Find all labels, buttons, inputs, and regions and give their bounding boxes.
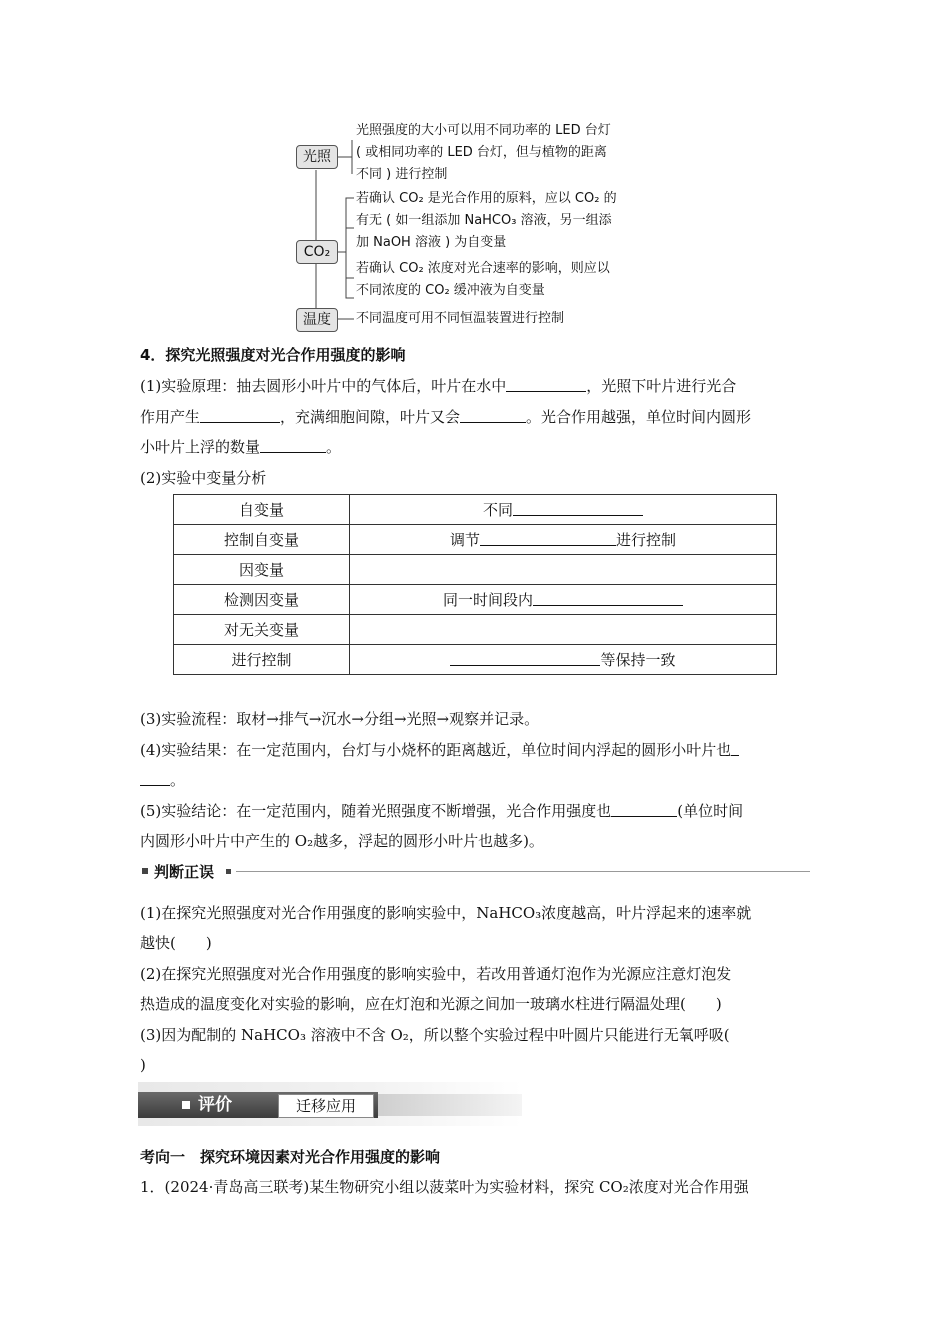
direction-heading: 考向一 探究环境因素对光合作用强度的影响 [140,1148,441,1166]
square-bullet-icon [226,869,231,874]
cell-text: 进行控制 [616,531,677,549]
answer-blank[interactable] [506,376,586,392]
variables-table [173,494,777,675]
principle-text-b: ，光照下叶片进行光合 [586,377,737,395]
table-row [174,555,777,585]
principle-text-d: ，充满细胞间隙，叶片又会 [280,408,461,426]
square-bullet-icon [182,1101,190,1109]
judge-q3-line-1: (3)因为配制的 NaHCO₃ 溶液中不含 O₂，所以整个实验过程中叶圆片只能进行无氧呼吸( [140,1026,730,1044]
banner-tab: 迁移应用 [278,1094,374,1118]
square-bullet-icon [142,868,148,874]
conclusion-text-b: (单位时间 [677,802,744,820]
co2-text-b-1: 若确认 CO₂ 浓度对光合速率的影响，则应以 [356,261,610,276]
cell-text: 同一时间段内 [442,591,533,609]
cell-text: 等保持一致 [600,651,676,669]
banner-strip [378,1094,522,1116]
result-text-a: (4)实验结果：在一定范围内，台灯与小烧杯的距离越近，单位时间内浮起的圆形小叶片也 [140,741,732,759]
table-row [174,615,777,645]
section-heading: 4．探究光照强度对光合作用强度的影响 [140,346,406,364]
answer-blank[interactable] [513,500,643,516]
variables-heading: (2)实验中变量分析 [140,469,267,487]
question-1-text: 1．(2024·青岛高三联考)某生物研究小组以菠菜叶为实验材料，探究 CO₂浓度对光合作用强 [140,1178,749,1196]
co2-text-a-1: 若确认 CO₂ 是光合作用的原料，应以 CO₂ 的 [356,191,617,206]
answer-blank[interactable] [450,650,600,666]
table-row [174,585,777,615]
result-text-b: 。 [170,771,186,789]
principle-text-f: 小叶片上浮的数量 [140,438,261,456]
table-cell[interactable] [350,615,777,645]
table-cell: 进行控制 [174,645,350,675]
banner-title: 评价 [198,1095,232,1115]
principle-text-a: (1)实验原理：抽去圆形小叶片中的气体后，叶片在水中 [140,377,507,395]
table-cell[interactable] [350,555,777,585]
co2-text-b-2: 不同浓度的 CO₂ 缓冲液为自变量 [356,283,545,298]
divider [236,871,810,872]
principle-line-1 [140,376,736,396]
table-cell: 检测因变量 [174,585,350,615]
judge-section-bar [140,860,810,884]
table-cell: 对无关变量 [174,615,350,645]
temperature-text: 不同温度可用不同恒温装置进行控制 [356,311,565,326]
judge-q2-line-1: (2)在探究光照强度对光合作用强度的影响实验中，若改用普通灯泡作为光源应注意灯泡发 [140,965,732,983]
table-row [174,645,777,675]
evaluation-banner [138,1082,522,1126]
table-cell [350,525,777,555]
answer-blank[interactable] [480,530,616,546]
table-cell: 自变量 [174,495,350,525]
table-cell: 因变量 [174,555,350,585]
node-temperature: 温度 [296,308,338,332]
node-co2: CO₂ [296,240,338,264]
light-text-2: ( 或相同功率的 LED 台灯，但与植物的距离 [356,145,607,160]
answer-blank[interactable] [200,407,280,423]
conclusion-line-2: 内圆形小叶片中产生的 O₂越多，浮起的圆形小叶片也越多)。 [140,832,544,850]
principle-text-c: 作用产生 [140,408,201,426]
principle-line-3 [140,437,341,457]
control-variables-diagram [296,118,696,338]
judge-q3-line-2: ) [140,1056,146,1074]
table-row [174,525,777,555]
judge-q2-line-2: 热造成的温度变化对实验的影响，应在灯泡和光源之间加一玻璃水柱进行隔温处理( ) [140,995,722,1013]
cell-text: 不同 [482,501,513,519]
principle-text-e: 。光合作用越强，单位时间内圆形 [526,408,752,426]
answer-blank[interactable] [140,770,170,786]
judge-q1-line-2: 越快( ) [140,934,212,952]
judge-q1-line-1: (1)在探究光照强度对光合作用强度的影响实验中，NaHCO₃浓度越高，叶片浮起来的速率就 [140,904,752,922]
answer-blank[interactable] [260,437,326,453]
principle-line-2 [140,407,751,427]
conclusion-line-1 [140,801,743,821]
cell-text: 调节 [449,531,480,549]
light-text-1: 光照强度的大小可以用不同功率的 LED 台灯 [356,123,611,138]
table-cell [350,645,777,675]
answer-blank[interactable] [460,407,526,423]
judge-title: 判断正误 [154,863,215,881]
answer-blank[interactable] [731,740,739,756]
light-text-3: 不同 ) 进行控制 [356,167,448,182]
table-cell: 控制自变量 [174,525,350,555]
answer-blank[interactable] [533,590,683,606]
result-line-2 [140,770,185,790]
table-cell [350,585,777,615]
co2-text-a-3: 加 NaOH 溶液 ) 为自变量 [356,235,507,250]
principle-text-g: 。 [326,438,342,456]
answer-blank[interactable] [611,801,677,817]
table-row [174,495,777,525]
node-light: 光照 [296,145,338,169]
conclusion-text-a: (5)实验结论：在一定范围内，随着光照强度不断增强，光合作用强度也 [140,802,612,820]
result-line-1 [140,740,739,760]
table-cell [350,495,777,525]
procedure-text: (3)实验流程：取材→排气→沉水→分组→光照→观察并记录。 [140,710,540,728]
co2-text-a-2: 有无 ( 如一组添加 NaHCO₃ 溶液，另一组添 [356,213,612,228]
